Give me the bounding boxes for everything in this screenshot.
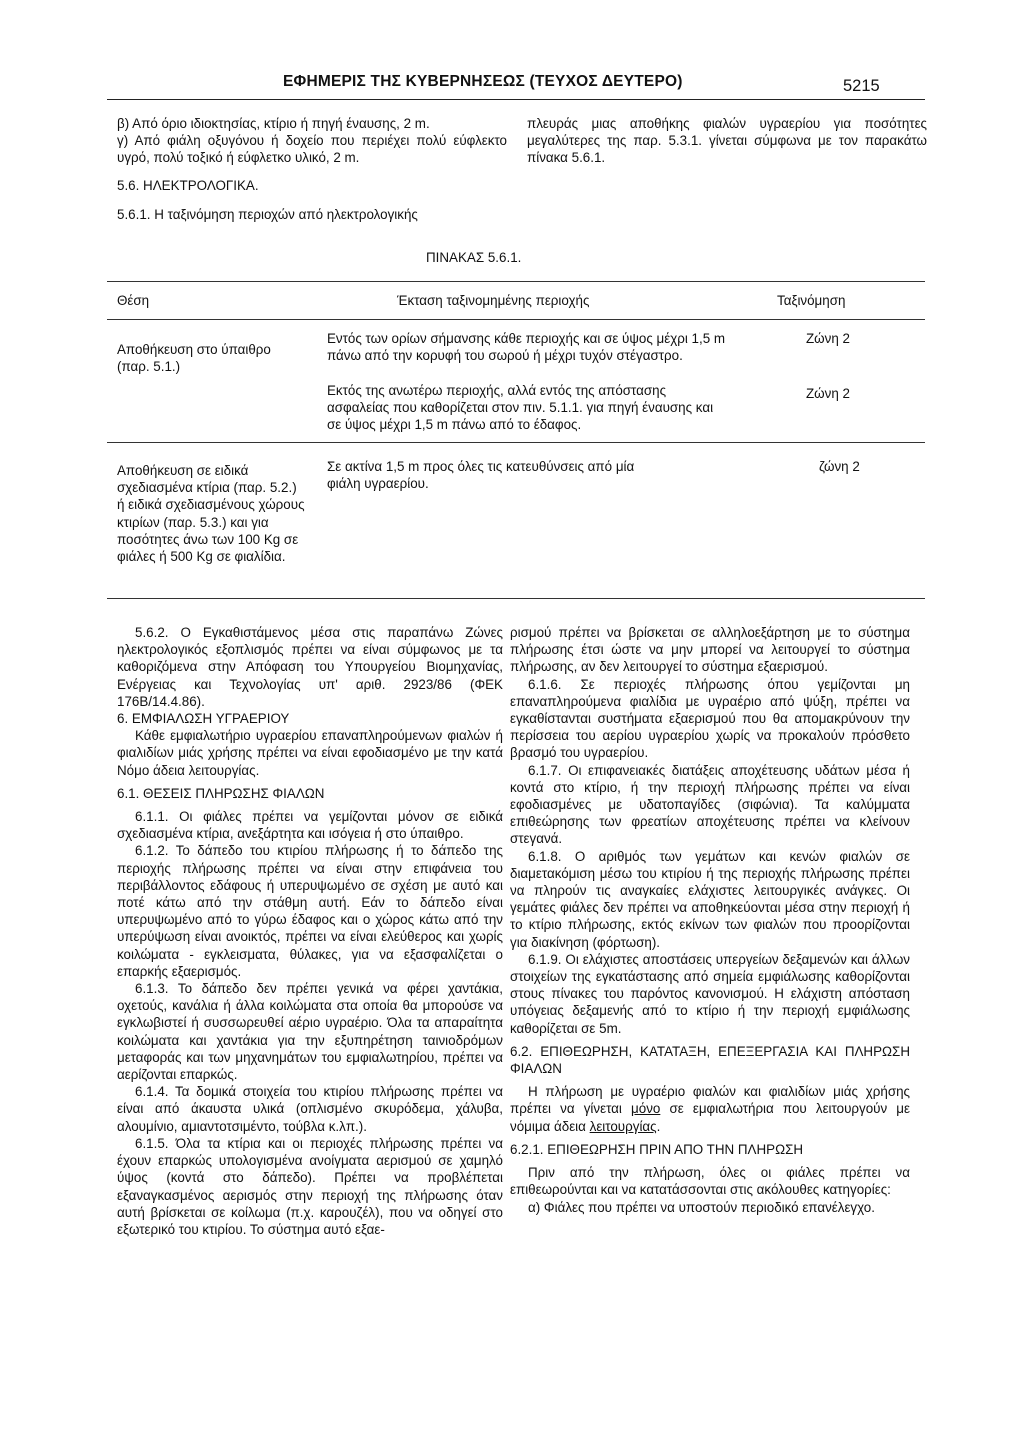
table-cell-text: Σε ακτίνα 1,5 m προς όλες τις κατευθύνσεις από μία φιάλη υγραερίου. <box>327 459 635 492</box>
list-item-b: β) Από όριο ιδιοκτησίας, κτίριο ή πηγή έναυσης, 2 m. <box>117 116 430 131</box>
underlined-text: λειτουργίας <box>589 1118 657 1134</box>
paragraph-6-1-3: 6.1.3. Το δάπεδο δεν πρέπει γενικά να φέρει χαντάκια, οχετούς, κανάλια ή άλλα κοιλώματα στα οποία θα μπορούσε να εγκλωβιστεί ή συσσωρευθεί αέριο υγραέριο. Όλα τα απαραίτητα κοιλώματα και χαντάκια για την εξυπηρέτηση ταινιοδρόμων μεταφοράς και των μηχανημάτων του εμφιαλωτηρίου, πρέπει να αερίζονται επαρκώς. <box>117 981 503 1083</box>
top-left-column <box>117 115 507 223</box>
table-top-rule <box>107 281 925 282</box>
top-right-column <box>527 115 927 167</box>
paragraph-6-1-5: 6.1.5. Όλα τα κτίρια και οι περιοχές πλήρωσης πρέπει να έχουν επαρκώς υπολογισμένα ανοίγματα αερισμού σε χαμηλό ύψος (κοντά στο δάπεδο). Πρέπει να προβλέπεται εξαναγκασμένος αερισμός στην περιοχή της πλήρωσης όταν αυτή βρίσκεται σε κοίλωμα (π.χ. καρουζέλ), που να οδηγεί στο εξωτερικό του κτιρίου. Το σύστημα αυτό εξαε- <box>117 1135 503 1237</box>
paragraph-6-2-text: . <box>656 1118 661 1134</box>
underlined-text: μόνο <box>631 1101 661 1117</box>
paragraph-6-2-1: Πριν από την πλήρωση, όλες οι φιάλες πρέπει να επιθεωρούνται και να κατατάσσονται στις ακόλουθες κατηγορίες: <box>510 1165 910 1198</box>
paragraph-6-1-6: 6.1.6. Σε περιοχές πλήρωσης όπου γεμίζονται μη επαναπληρούμενα φιαλίδια με υγραέριο από ψύξη, πρέπει να εγκαθίστανται συστήματα εξαερισμού που θα απομακρύνουν την περίσσεια του αερίου υγραερίου χωρίς να προκαλούν πρόσθετο βρασμό του υγραερίου. <box>510 676 910 761</box>
heading-6-2: 6.2. ΕΠΙΘΕΩΡΗΣΗ, ΚΑΤΑΤΑΞΗ, ΕΠΕΞΕΡΓΑΣΙΑ ΚΑΙ ΠΛΗΡΩΣΗ ΦΙΑΛΩΝ <box>510 1043 910 1077</box>
table-row-2-class-1: ζώνη 2 <box>819 459 860 474</box>
table-row-1-extent-1 <box>327 330 727 364</box>
table-row-rule <box>107 442 925 443</box>
heading-6: 6. ΕΜΦΙΑΛΩΣΗ ΥΓΡΑΕΡΙΟΥ <box>117 711 290 727</box>
table-header-rule <box>107 319 925 320</box>
table-cell-text: Εκτός της ανωτέρω περιοχής, αλλά εντός της απόστασης ασφαλείας που καθορίζεται στον πιν. 5.1.1. για πηγή έναυσης και σε ύψος μέχρι 1,5 m πάνω από το έδαφος. <box>327 383 714 433</box>
paragraph-item-a: α) Φιάλες που πρέπει να υποστούν περιοδικό επανέλεγχο. <box>528 1199 875 1215</box>
page-number: 5215 <box>843 77 880 95</box>
heading-6-2-1: 6.2.1. ΕΠΙΘΕΩΡΗΣΗ ΠΡΙΝ ΑΠΟ ΤΗΝ ΠΛΗΡΩΣΗ <box>510 1141 804 1157</box>
page-header-title: ΕΦΗΜΕΡΙΣ ΤΗΣ ΚΥΒΕΡΝΗΣΕΩΣ (ΤΕΥΧΟΣ ΔΕΥΤΕΡΟ) <box>283 73 683 90</box>
paragraph-6-1-9: 6.1.9. Οι ελάχιστες αποστάσεις υπεργείων δεξαμενών και άλλων στοιχείων της εγκατάστασης από σημεία εμφιάλωσης καθορίζονται στους πίνακες του παρόντος κανονισμού. Η ελάχιστη απόσταση υπόγειας δεξαμενής από το κτίριο ή την περιοχή εμφιάλωσης καθορίζεται σε 5m. <box>510 951 910 1036</box>
table-row-1-class-2: Ζώνη 2 <box>806 386 850 401</box>
paragraph-6-2 <box>510 1083 910 1135</box>
heading-6-1: 6.1. ΘΕΣΕΙΣ ΠΛΗΡΩΣΗΣ ΦΙΑΛΩΝ <box>117 785 325 801</box>
table-row-1-extent-2 <box>327 382 727 434</box>
subsection-5-6-1: 5.6.1. Η ταξινόμηση περιοχών από ηλεκτρολογικής <box>117 206 418 222</box>
paragraph-6-2-text: σε εμφιαλωτήρια που λειτουργούν με νόμιμα άδεια <box>510 1101 910 1134</box>
table-row-1-position <box>117 341 287 375</box>
paragraph-6-1-1: 6.1.1. Οι φιάλες πρέπει να γεμίζονται μόνον σε ειδικά σχεδιασμένα κτίρια, ανεξάρτητα και ισόγεια ή στο ύπαιθρο. <box>117 809 503 842</box>
table-cell-text: Αποθήκευση στο ύπαιθρο (παρ. 5.1.) <box>117 342 271 375</box>
table-row-2-extent-1 <box>327 458 657 492</box>
table-header-extent: Έκταση ταξινομημένης περιοχής <box>397 293 590 308</box>
body-left-column <box>117 624 503 1238</box>
table-row-2-position <box>117 462 307 565</box>
paragraph-6-1-4: 6.1.4. Τα δομικά στοιχεία του κτιρίου πλήρωσης πρέπει να είναι από άκαυστα υλικά (οπλισμένο σκυρόδεμα, χάλυβα, αλουμίνιο, αμιαντοτσιμέντο, τούβλα κ.λπ.). <box>117 1084 503 1134</box>
paragraph-6-1-2: 6.1.2. Το δάπεδο του κτιρίου πλήρωσης ή το δάπεδο της περιοχής πλήρωσης πρέπει να είναι στην επιφάνεια του περιβάλλοντος εδάφους ή υπερυψωμένο σε σχέση με αυτό και ποτέ κάτω από την στάθμη αυτή. Εάν το δάπεδο είναι υπερυψωμένο από το γύρω έδαφος και ο χώρος κάτω από την υπερύψωση είναι ανοικτός, πρέπει να είναι ελεύθερος και χωρίς κοιλώματα - εγκλεισματα, θύλακες, για να εξασφαλίζεται ο επαρκής εξαερισμός. <box>117 843 503 979</box>
list-item-c: γ) Από φιάλη οξυγόνου ή δοχείο που περιέχει πολύ εύφλεκτο υγρό, πολύ τοξικό ή εύφλετκο υλικό, 2 m. <box>117 133 507 166</box>
table-title: ΠΙΝΑΚΑΣ 5.6.1. <box>426 250 522 265</box>
paragraph-6-1-8: 6.1.8. Ο αριθμός των γεμάτων και κενών φιαλών σε διαμετακόμιση μέσω του κτιρίου ή της περιοχής πλήρωσης πρέπει να πληρούν τις αναγκαίες ελάχιστες λειτουργικές ανάγκες. Οι γεμάτες φιάλες δεν πρέπει να αποθηκεύονται μέσα στην περιοχή ή το κτίριο πλήρωσης, εκτός εκίνων των φιαλών που προορίζονται για διακίνηση (φόρτωση). <box>510 848 910 950</box>
table-header-classification: Ταξινόμηση <box>777 293 846 308</box>
table-row-1-class-1: Ζώνη 2 <box>806 331 850 346</box>
paragraph-5-6-2: 5.6.2. Ο Εγκαθιστάμενος μέσα στις παραπάνω Ζώνες ηλεκτρολογικός εξοπλισμός πρέπει να είναι σύμφωνος με τα καθοριζόμενα στην Απόφαση του Υπουργείου Βιομηχανίας, Ενέργειας και Τεχνολογίας υπ' αριθ. 2923/86 (ΦΕΚ 176Β/14.4.86). <box>117 625 503 709</box>
section-heading-5-6: 5.6. ΗΛΕΚΤΡΟΛΟΓΙΚΑ. <box>117 177 259 193</box>
paragraph-6: Κάθε εμφιαλωτήριο υγραερίου επαναπληρούμενων φιαλών ή φιαλιδίων μιάς χρήσης πρέπει να είναι εφοδιασμένο με την κατά Νόμο άδεια λειτουργίας. <box>117 728 503 778</box>
table-cell-text: Εντός των ορίων σήμανσης κάθε περιοχής και σε ύψος μέχρι 1,5 m πάνω από την κορυφή του σωρού ή μέχρι τυχόν στέγαστρο. <box>327 331 726 364</box>
paragraph-6-1-7: 6.1.7. Οι επιφανειακές διατάξεις αποχέτευσης υδάτων μέσα ή κοντά στο κτίριο, ή την περιοχή πλήρωσης πρέπει να είναι εφοδιασμένες με υδατοπαγίδες (σιφώνια). Τα καλύμματα επιθεώρησης των φρεατίων αποχέτευσης πρέπει να κλείνουν στεγανά. <box>510 762 910 847</box>
body-right-column <box>510 624 910 1216</box>
table-cell-text: Αποθήκευση σε ειδικά σχεδιασμένα κτίρια (παρ. 5.2.) ή ειδικά σχεδιασμένους χώρους κτιρίων (παρ. 5.3.) και για ποσότητες άνω των 100 Kg σε φιάλες ή 500 Kg σε φιαλίδια. <box>117 463 305 565</box>
header-rule <box>107 99 925 100</box>
paragraph-table-intro: πλευράς μιας αποθήκης φιαλών υγραερίου για ποσότητες μεγαλύτερες της παρ. 5.3.1. γίνεται σύμφωνα με τον παρακάτω πίνακα 5.6.1. <box>527 116 927 166</box>
paragraph-continuation: ρισμού πρέπει να βρίσκεται σε αλληλοεξάρτηση με το σύστημα πλήρωσης έτσι ώστε να μην μπορεί να λειτουργεί το σύστημα πλήρωσης, αν δεν λειτουργεί το σύστημα εξαερισμού. <box>510 625 910 675</box>
table-header-position: Θέση <box>117 293 150 308</box>
paragraph-6-2-text: Η πλήρωση με υγραέριο φιαλών και φιαλιδίων μιάς χρήσης πρέπει να γίνεται <box>510 1084 910 1117</box>
table-bottom-rule <box>107 598 925 599</box>
